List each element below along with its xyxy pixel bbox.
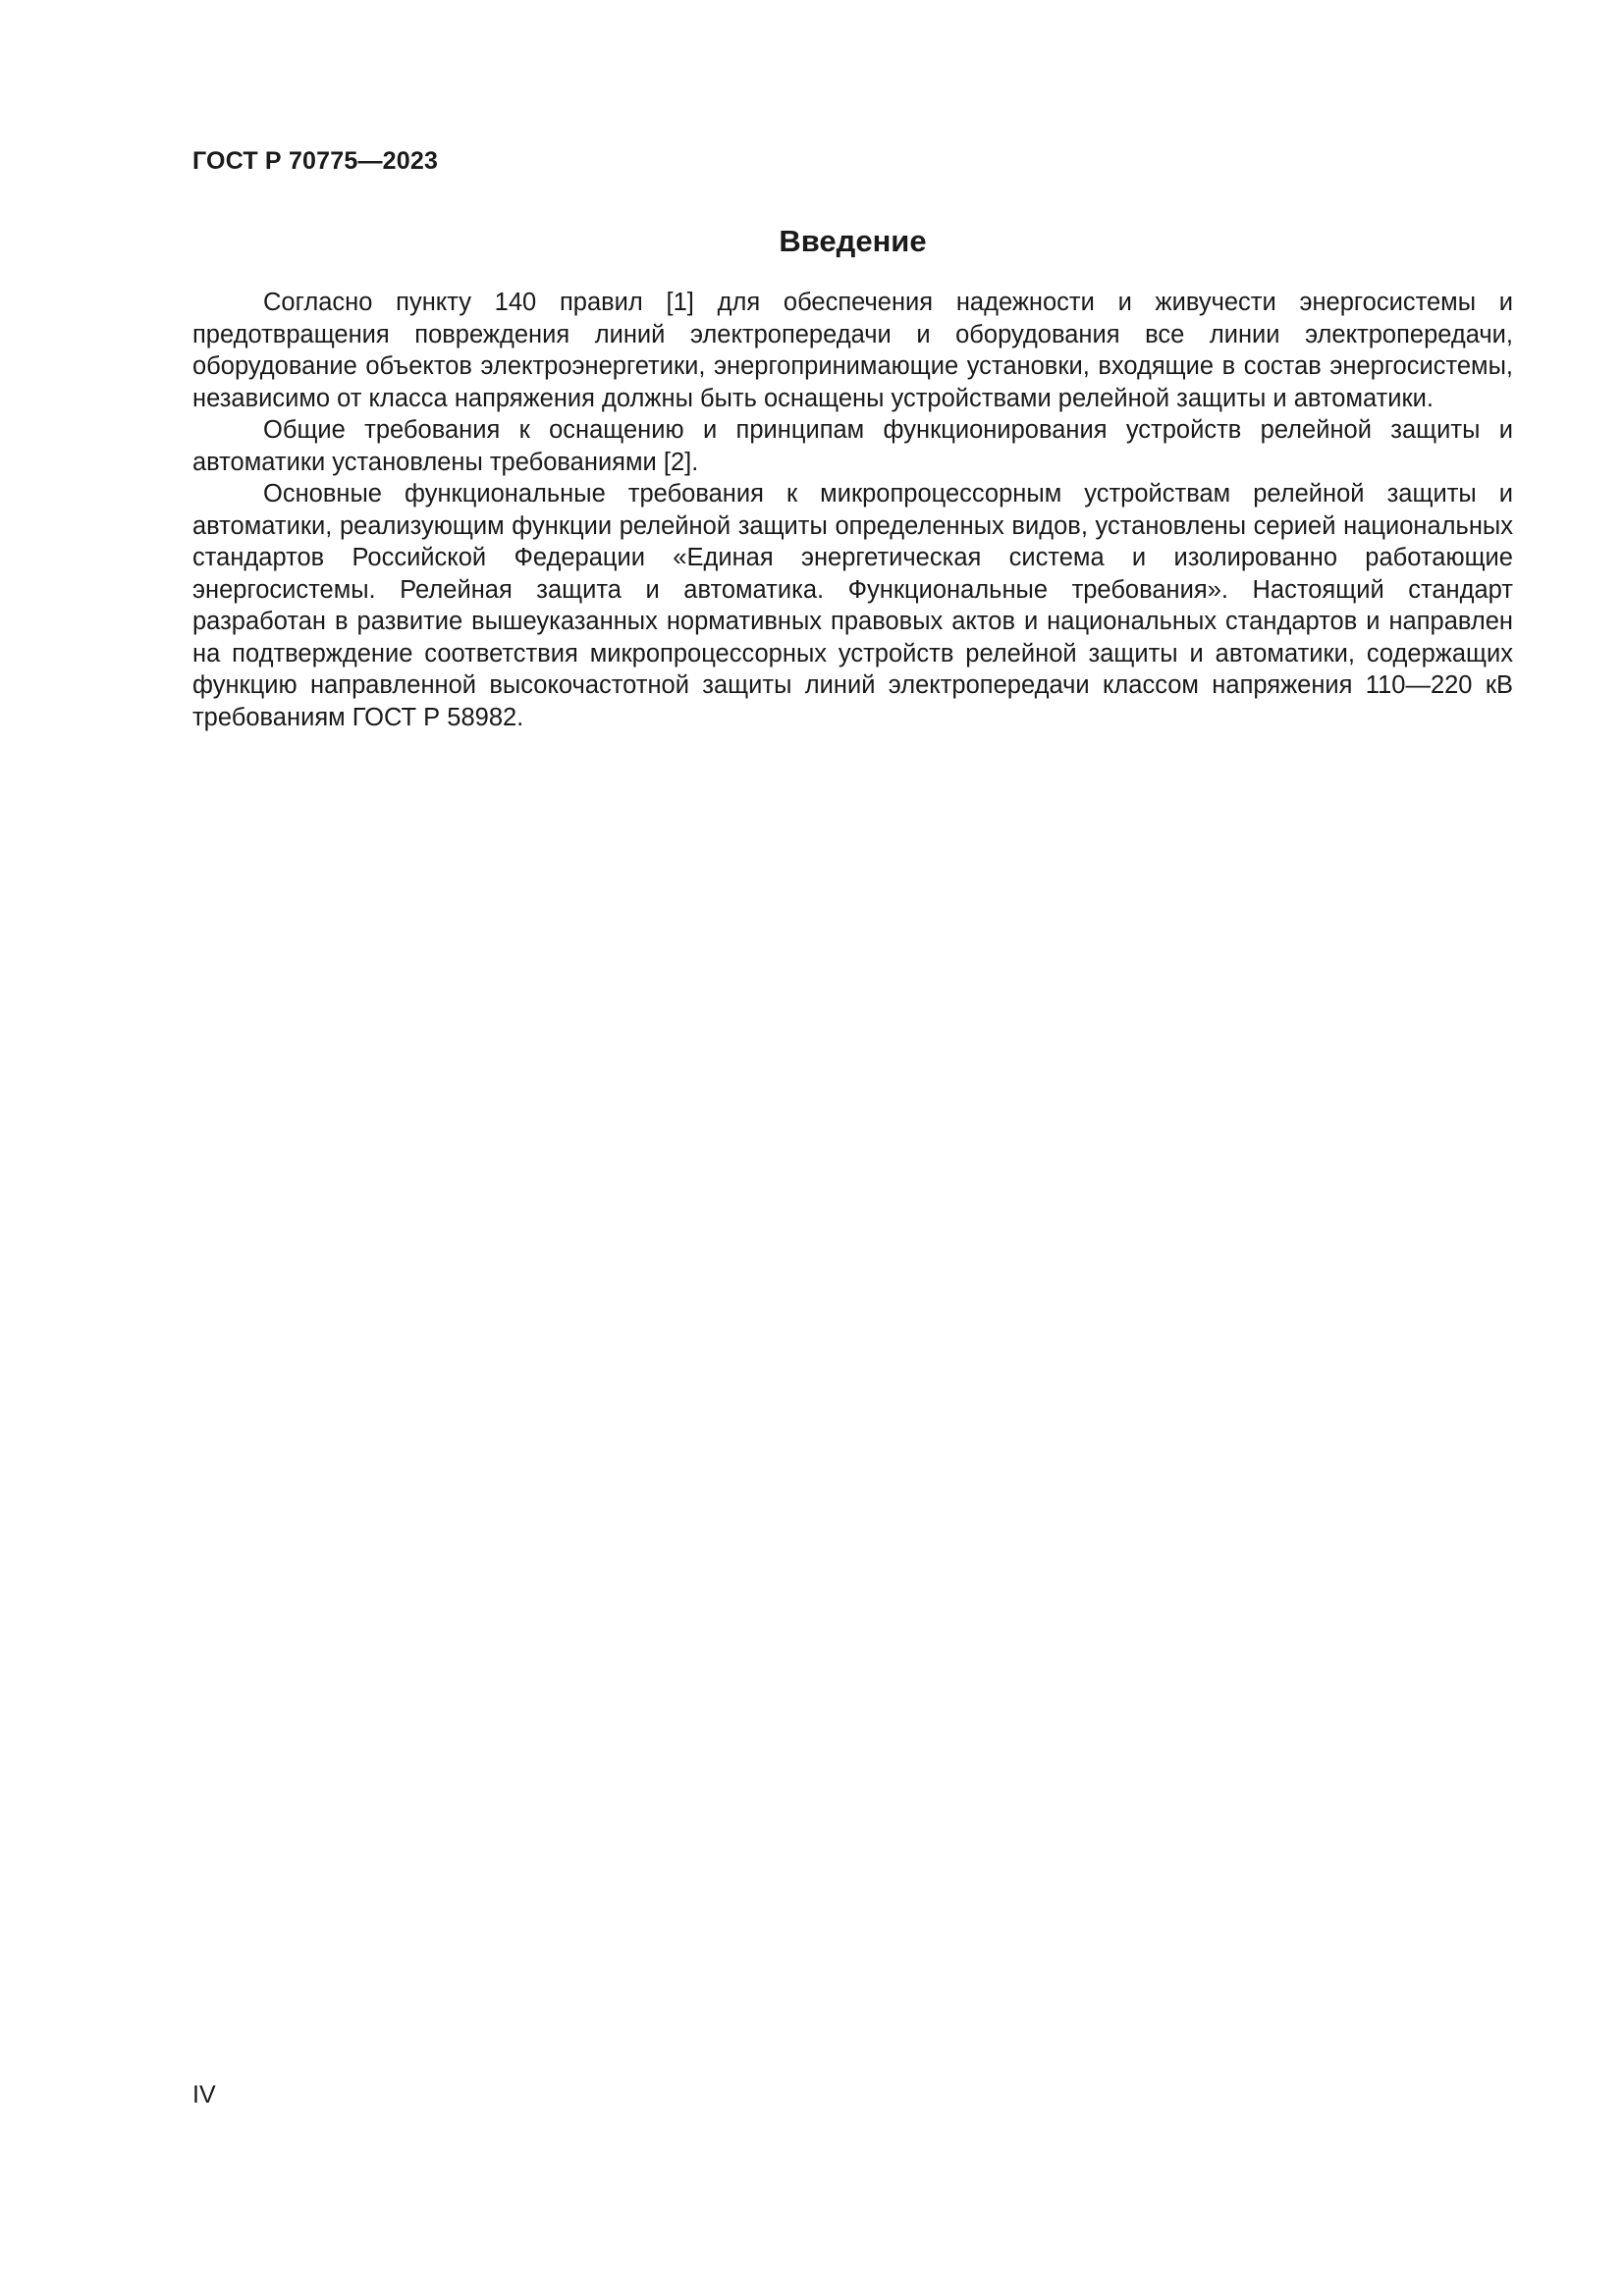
document-code: ГОСТ Р 70775—2023 [192,147,439,175]
section-title: Введение [779,224,927,258]
paragraph: Общие требования к оснащению и принципам функционирования устройств релейной защиты и автоматики установлены требованиями [2]. [192,416,1513,476]
paragraph: Согласно пункту 140 правил [1] для обеспечения надежности и живучести энергосистемы и предотвращения повреждения линий электропередачи и оборудования все линии электропередачи, оборудование объектов электроэнергетики, энергопринимающие установки, входящие в состав энергосистемы, независимо от класса напряжения должны быть оснащены устройствами релейной защиты и автоматики. [192,289,1513,412]
page-number: IV [192,2081,216,2109]
paragraph: Основные функциональные требования к микропроцессорным устройствам релейной защиты и автоматики, реализующим функции релейной защиты определенных видов, установлены серией национальных стандартов Российской Федерации «Единая энергетическая система и изолированно работающие энергосистемы. Релейная защита и автоматика. Функциональные требования». Настоящий стандарт разработан в развитие вышеуказанных нормативных правовых актов и национальных стандартов и направлен на подтверждение соответствия микропроцессорных устройств релейной защиты и автоматики, содержащих функцию направленной высокочастотной защиты линий электропередачи классом напряжения 110—220 кВ требованиям ГОСТ Р 58982. [192,480,1513,731]
section-body [192,287,1513,733]
